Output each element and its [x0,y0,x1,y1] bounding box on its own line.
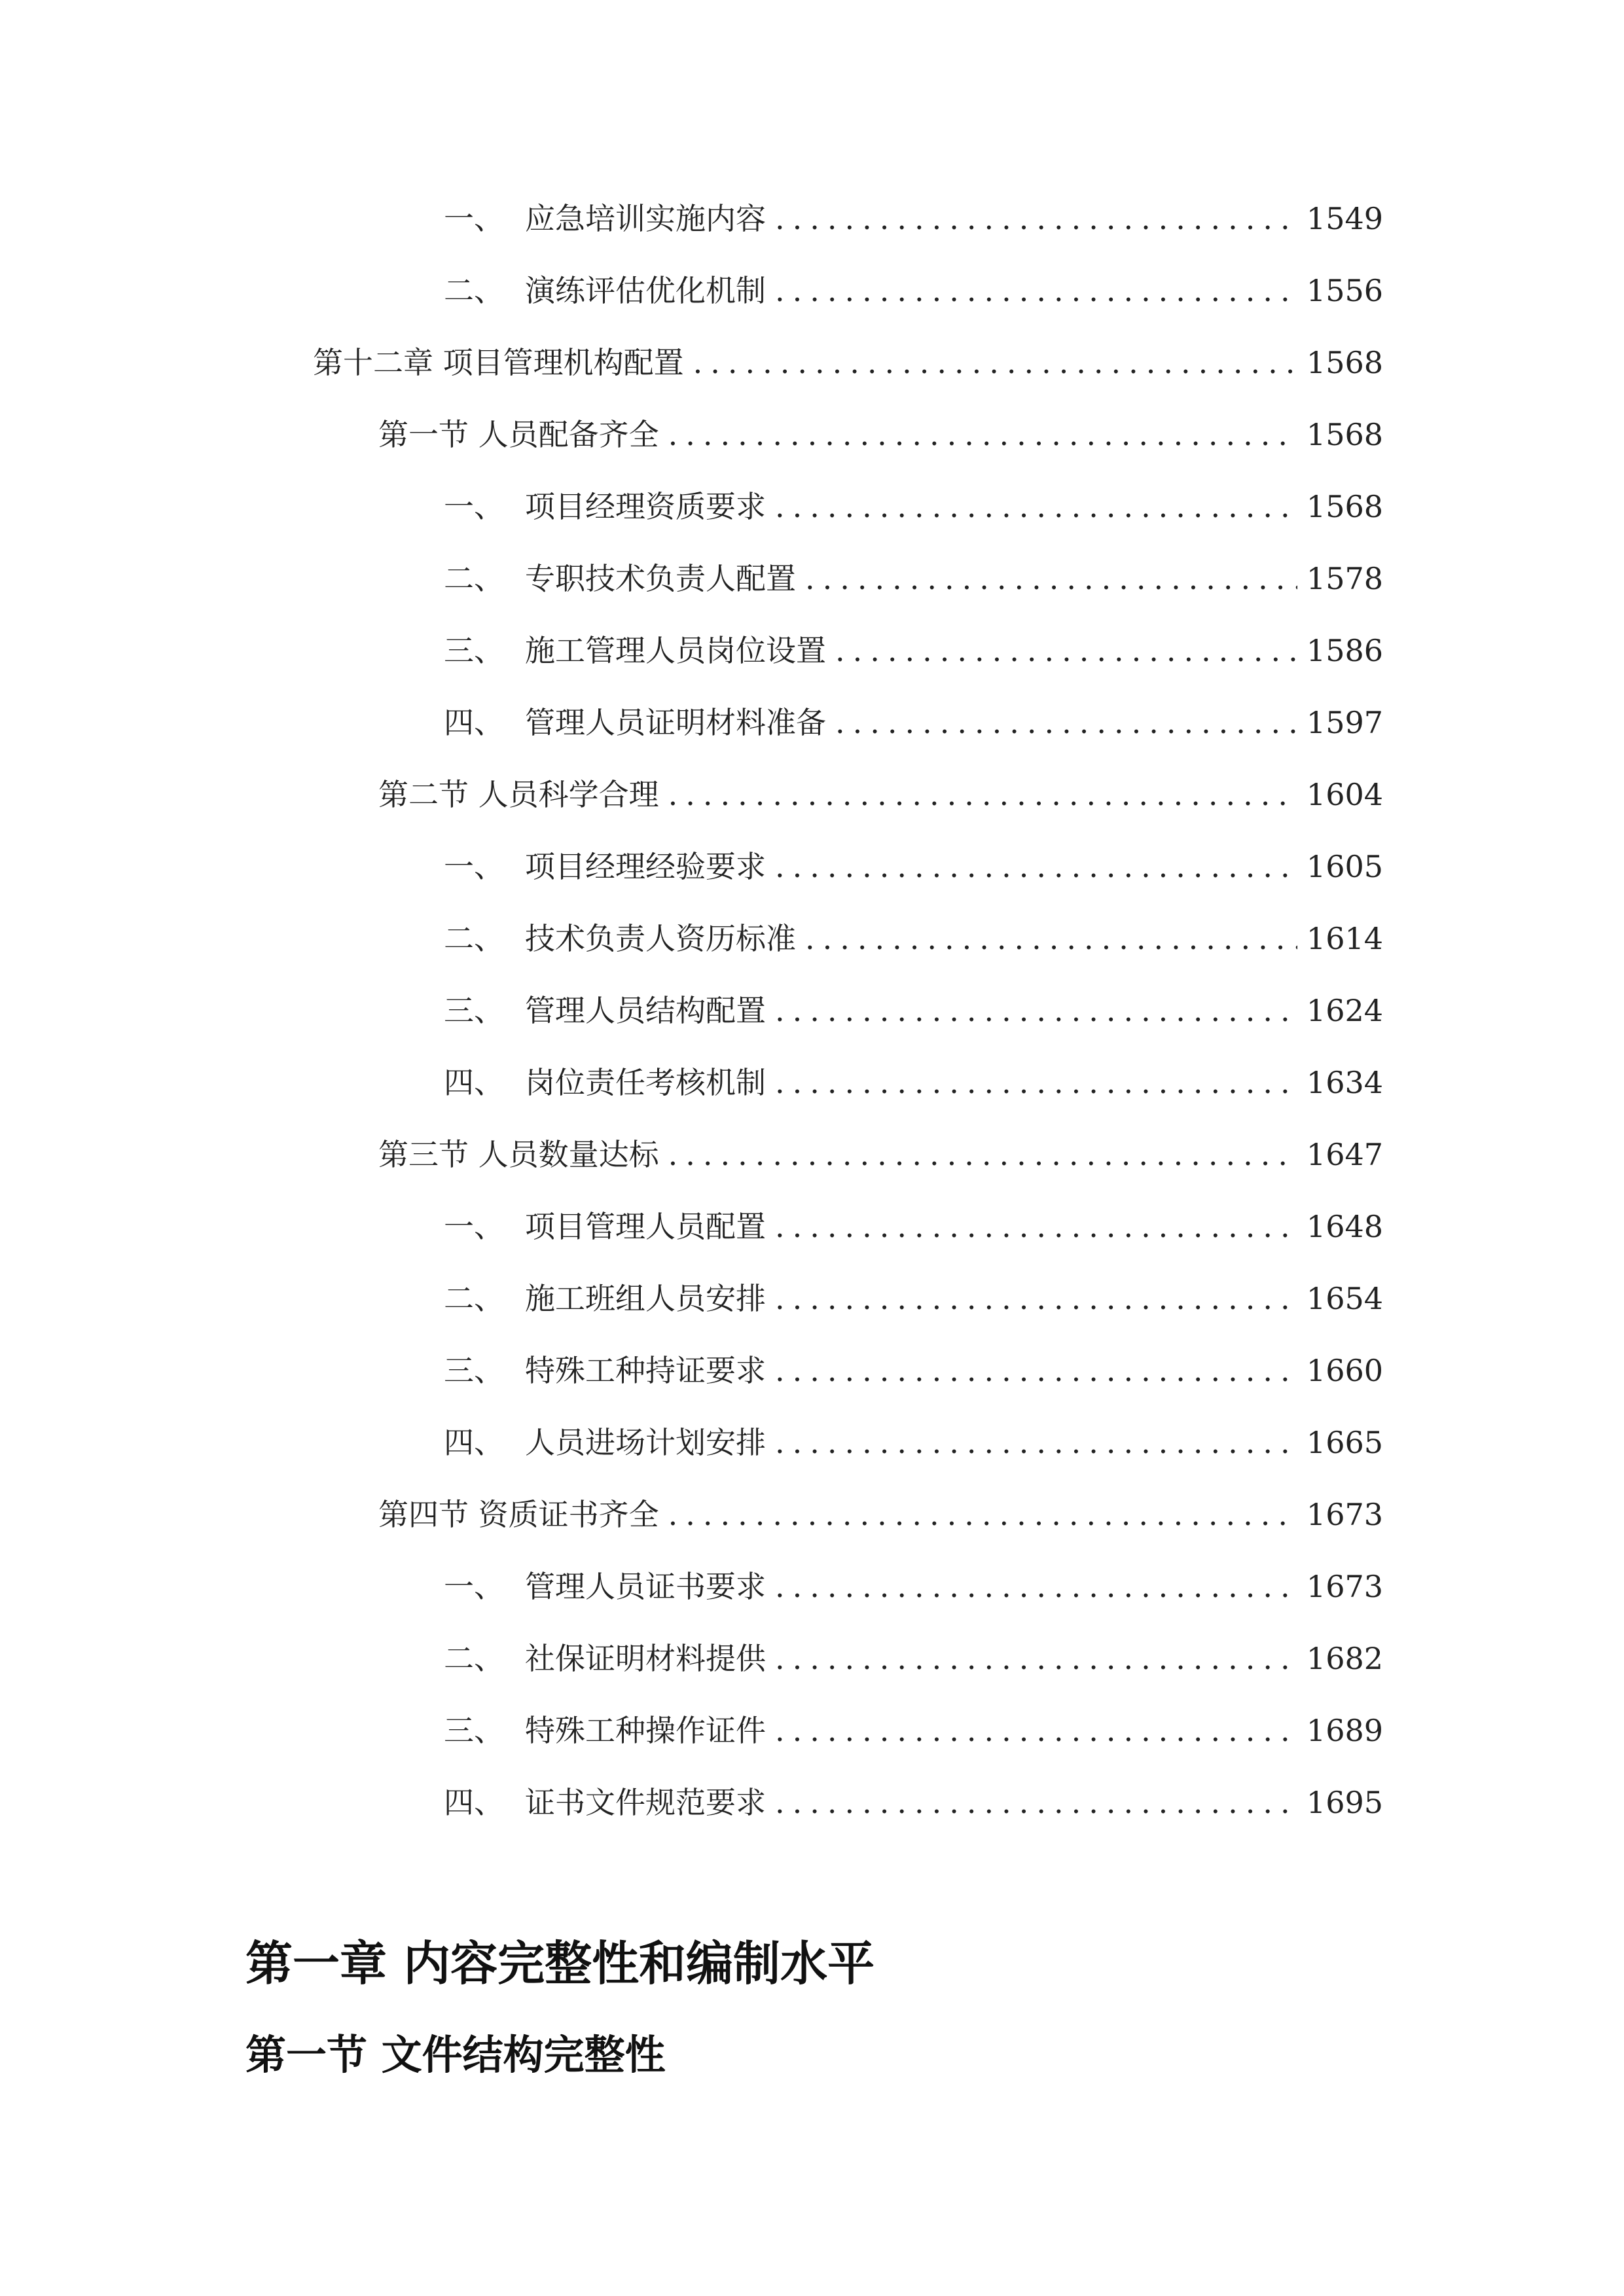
toc-entry-number: 三、 [444,633,504,668]
toc-entry-chapter[interactable] [313,336,1383,389]
toc-entry-title: 第十二章 项目管理机构配置 [313,345,684,380]
toc-entry[interactable] [444,1344,1383,1397]
toc-entry-page: 1673 [1306,1569,1383,1604]
toc-entry-page: 1634 [1306,1065,1383,1100]
toc-entry-page: 1660 [1306,1353,1383,1388]
toc-entry-number: 三、 [444,1713,504,1748]
toc-entry-section[interactable] [378,408,1383,461]
toc-entry-number: 二、 [444,1281,504,1316]
toc-entry[interactable] [444,840,1383,893]
toc-entry-title: 第二节 人员科学合理 [378,777,659,812]
toc-entry-title: 社保证明材料提供 [525,1641,766,1676]
toc-entry-page: 1597 [1306,705,1383,740]
toc-entry-page: 1568 [1306,489,1383,524]
toc-entry[interactable] [444,1560,1383,1613]
toc-dot-leader [805,552,1297,605]
toc-entry[interactable] [444,912,1383,965]
toc-entry-number: 一、 [444,201,504,236]
toc-dot-leader [693,336,1297,389]
toc-entry-page: 1578 [1306,561,1383,596]
toc-entry-page: 1673 [1306,1497,1383,1532]
toc-entry-number: 二、 [444,921,504,956]
toc-entry-page: 1654 [1306,1281,1383,1316]
toc-entry[interactable] [444,192,1383,245]
toc-entry-number: 二、 [444,1641,504,1676]
toc-entry[interactable] [444,624,1383,677]
toc-dot-leader [835,696,1297,749]
toc-entry-title: 项目经理经验要求 [525,849,766,884]
toc-dot-leader [775,1056,1297,1109]
toc-dot-leader [775,1272,1297,1325]
toc-entry-title: 应急培训实施内容 [525,201,766,236]
toc-entry-page: 1689 [1306,1713,1383,1748]
toc-entry[interactable] [444,696,1383,749]
toc-entry-title: 专职技术负责人配置 [525,561,796,596]
toc-entry[interactable] [444,264,1383,317]
toc-dot-leader [775,984,1297,1037]
toc-entry-number: 三、 [444,1353,504,1388]
toc-entry-page: 1624 [1306,993,1383,1028]
toc-entry[interactable] [444,480,1383,533]
toc-entry-title: 第一节 人员配备齐全 [378,417,659,452]
toc-entry-title: 施工管理人员岗位设置 [525,633,826,668]
toc-entry-title: 项目管理人员配置 [525,1209,766,1244]
toc-dot-leader [775,840,1297,893]
toc-entry-page: 1586 [1306,633,1383,668]
toc-entry-page: 1605 [1306,849,1383,884]
toc-entry-number: 三、 [444,993,504,1028]
toc-entry-title: 特殊工种操作证件 [525,1713,766,1748]
toc-entry-title: 岗位责任考核机制 [525,1065,766,1100]
toc-dot-leader [775,264,1297,317]
toc-dot-leader [775,1704,1297,1757]
toc-dot-leader [668,1488,1297,1541]
toc-entry-title: 管理人员证明材料准备 [525,705,826,740]
toc-entry-number: 一、 [444,1569,504,1604]
toc-dot-leader [835,624,1297,677]
toc-entry-title: 演练评估优化机制 [525,273,766,308]
toc-dot-leader [668,408,1297,461]
toc-entry[interactable] [444,1056,1383,1109]
section-heading: 第一节 文件结构完整性 [245,2031,666,2079]
toc-entry-page: 1648 [1306,1209,1383,1244]
toc-entry-page: 1614 [1306,921,1383,956]
toc-entry-number: 一、 [444,489,504,524]
toc-entry-title: 管理人员结构配置 [525,993,766,1028]
chapter-heading: 第一章 内容完整性和编制水平 [245,1936,875,1991]
toc-dot-leader [775,192,1297,245]
toc-entry-title: 技术负责人资历标准 [525,921,796,956]
toc-entry-number: 一、 [444,1209,504,1244]
toc-entry-number: 四、 [444,1425,504,1460]
toc-dot-leader [805,912,1297,965]
toc-entry[interactable] [444,552,1383,605]
toc-dot-leader [775,1416,1297,1469]
toc-entry-title: 第三节 人员数量达标 [378,1137,659,1172]
toc-dot-leader [775,1200,1297,1253]
toc-entry-page: 1549 [1306,201,1383,236]
toc-entry-page: 1682 [1306,1641,1383,1676]
toc-entry-section[interactable] [378,1488,1383,1541]
toc-entry-number: 一、 [444,849,504,884]
toc-entry-title: 特殊工种持证要求 [525,1353,766,1388]
toc-dot-leader [668,1128,1297,1181]
toc-entry-title: 人员进场计划安排 [525,1425,766,1460]
toc-entry-title: 证书文件规范要求 [525,1785,766,1820]
toc-entry-title: 施工班组人员安排 [525,1281,766,1316]
toc-entry-section[interactable] [378,1128,1383,1181]
toc-entry-title: 第四节 资质证书齐全 [378,1497,659,1532]
toc-entry-page: 1556 [1306,273,1383,308]
toc-entry-page: 1665 [1306,1425,1383,1460]
toc-entry-page: 1568 [1306,345,1383,380]
toc-entry-page: 1647 [1306,1137,1383,1172]
toc-entry-title: 项目经理资质要求 [525,489,766,524]
toc-dot-leader [775,1344,1297,1397]
toc-entry[interactable] [444,1272,1383,1325]
toc-entry-page: 1695 [1306,1785,1383,1820]
toc-entry-number: 二、 [444,561,504,596]
toc-dot-leader [775,1776,1297,1829]
toc-entry-page: 1604 [1306,777,1383,812]
toc-entry[interactable] [444,1416,1383,1469]
toc-dot-leader [668,768,1297,821]
toc-entry-number: 四、 [444,705,504,740]
toc-dot-leader [775,1560,1297,1613]
toc-dot-leader [775,480,1297,533]
toc-entry-section[interactable] [378,768,1383,821]
toc-entry-number: 四、 [444,1065,504,1100]
toc-entry[interactable] [444,984,1383,1037]
toc-entry[interactable] [444,1632,1383,1685]
toc-entry[interactable] [444,1200,1383,1253]
toc-entry[interactable] [444,1776,1383,1829]
toc-entry[interactable] [444,1704,1383,1757]
toc-dot-leader [775,1632,1297,1685]
toc-entry-title: 管理人员证书要求 [525,1569,766,1604]
toc-entry-page: 1568 [1306,417,1383,452]
toc-entry-number: 二、 [444,273,504,308]
toc-entry-number: 四、 [444,1785,504,1820]
